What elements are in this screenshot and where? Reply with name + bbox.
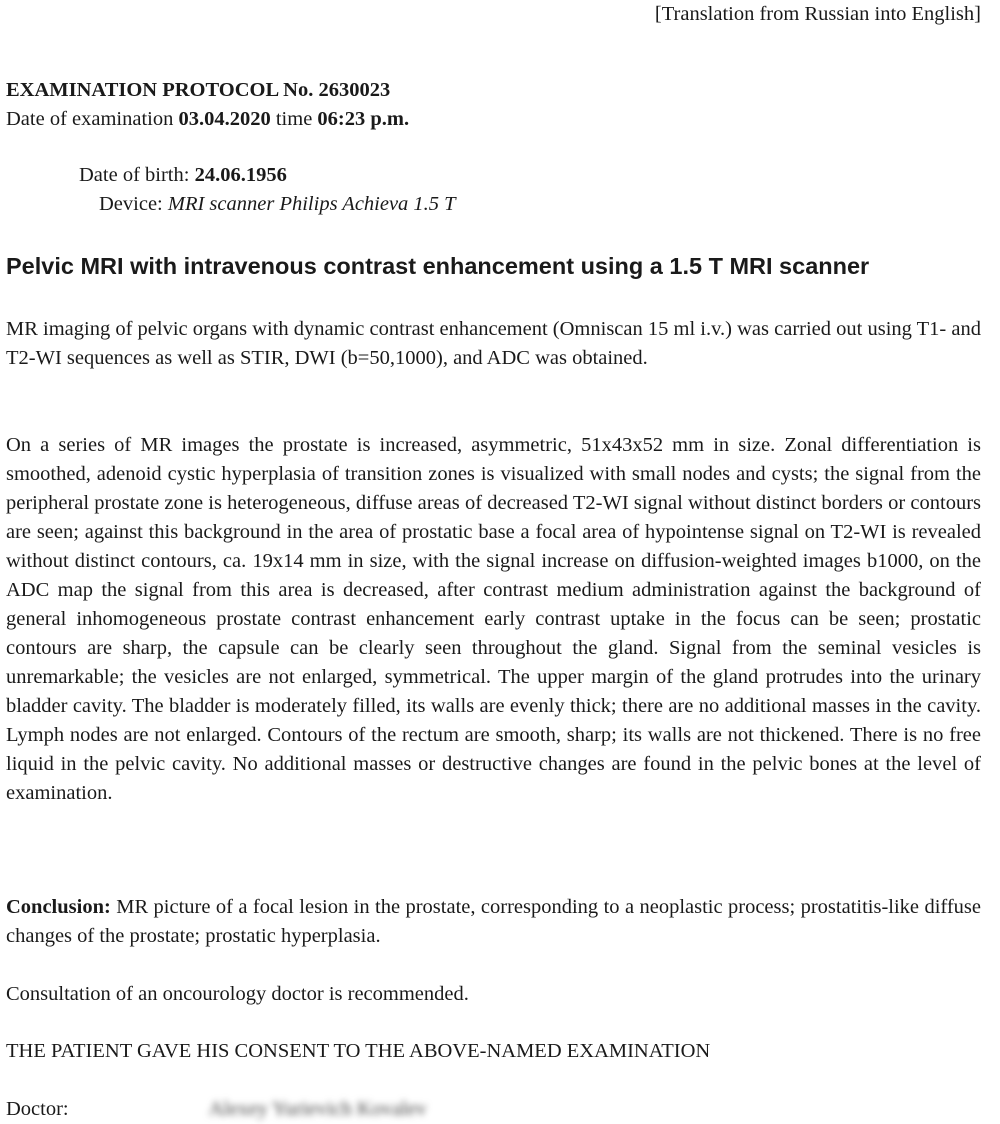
exam-time: 06:23 p.m. xyxy=(317,108,410,130)
report-heading: Pelvic MRI with intravenous contrast enhancement using a 1.5 T MRI scanner xyxy=(6,253,870,279)
birth-date: 24.06.1956 xyxy=(194,164,287,186)
doctor-label: Doctor: xyxy=(6,1098,69,1120)
method-paragraph: MR imaging of pelvic organs with dynamic contrast enhancement (Omniscan 15 ml i.v.) was carried out using T1- and T2-WI sequences as well as STIR, DWI (b=50,1000), and ADC was obtained. xyxy=(6,318,981,369)
conclusion-paragraph xyxy=(6,893,981,951)
protocol-header xyxy=(6,76,981,134)
doctor-name: Alexey Yurievich Kovalev xyxy=(208,1098,427,1120)
birth-date-line: Date of birth: 24.06.1956 xyxy=(79,164,287,186)
findings-paragraph: On a series of MR images the prostate is increased, asymmetric, 51x43x52 mm in size. Zonal differentiation is smoothed, adenoid cystic hyperplasia of transition zones is visualized with small nodes and cysts; the signal from the peripheral prostate zone is heterogeneous, diffuse areas of decreased T2-WI signal without distinct borders or contours are seen; against this background in the area of prostatic base a focal area of hypointense signal on T2-WI is revealed without distinct contours, ca. 19x14 mm in size, with the signal increase on diffusion-weighted images b1000, on the ADC map the signal from this area is decreased, after contrast medium administration against the background of general inhomogeneous prostate contrast enhancement early contrast uptake in the focus can be seen; prostatic contours are sharp, the capsule can be clearly seen throughout the gland. Signal from the seminal vesicles is unremarkable; the vesicles are not enlarged, symmetrical. The upper margin of the gland protrudes into the urinary bladder cavity. The bladder is moderately filled, its walls are evenly thick; there are no additional masses in the cavity. Lymph nodes are not enlarged. Contours of the rectum are smooth, sharp; its walls are not thickened. There is no free liquid in the pelvic cavity. No additional masses or destructive changes are found in the pelvic bones at the level of examination. xyxy=(6,434,981,804)
exam-date: 03.04.2020 xyxy=(178,108,271,130)
doctor-line xyxy=(6,1095,981,1124)
translation-note: [Translation from Russian into English] xyxy=(654,3,981,25)
protocol-title: EXAMINATION PROTOCOL No. 2630023 xyxy=(6,79,391,101)
consent-statement: THE PATIENT GAVE HIS CONSENT TO THE ABOVE-NAMED EXAMINATION xyxy=(6,1040,711,1062)
recommendation: Consultation of an oncourology doctor is recommended. xyxy=(6,983,469,1005)
conclusion-text: MR picture of a focal lesion in the prostate, corresponding to a neoplastic process; prostatitis-like diffuse changes of the prostate; prostatic hyperplasia. xyxy=(6,896,981,947)
exam-date-line: Date of examination 03.04.2020 time 06:23 p.m. xyxy=(6,108,410,130)
device-name: MRI scanner Philips Achieva 1.5 T xyxy=(167,193,456,215)
conclusion-label: Conclusion: xyxy=(6,896,111,918)
device-line: Device: MRI scanner Philips Achieva 1.5 T xyxy=(99,193,456,215)
